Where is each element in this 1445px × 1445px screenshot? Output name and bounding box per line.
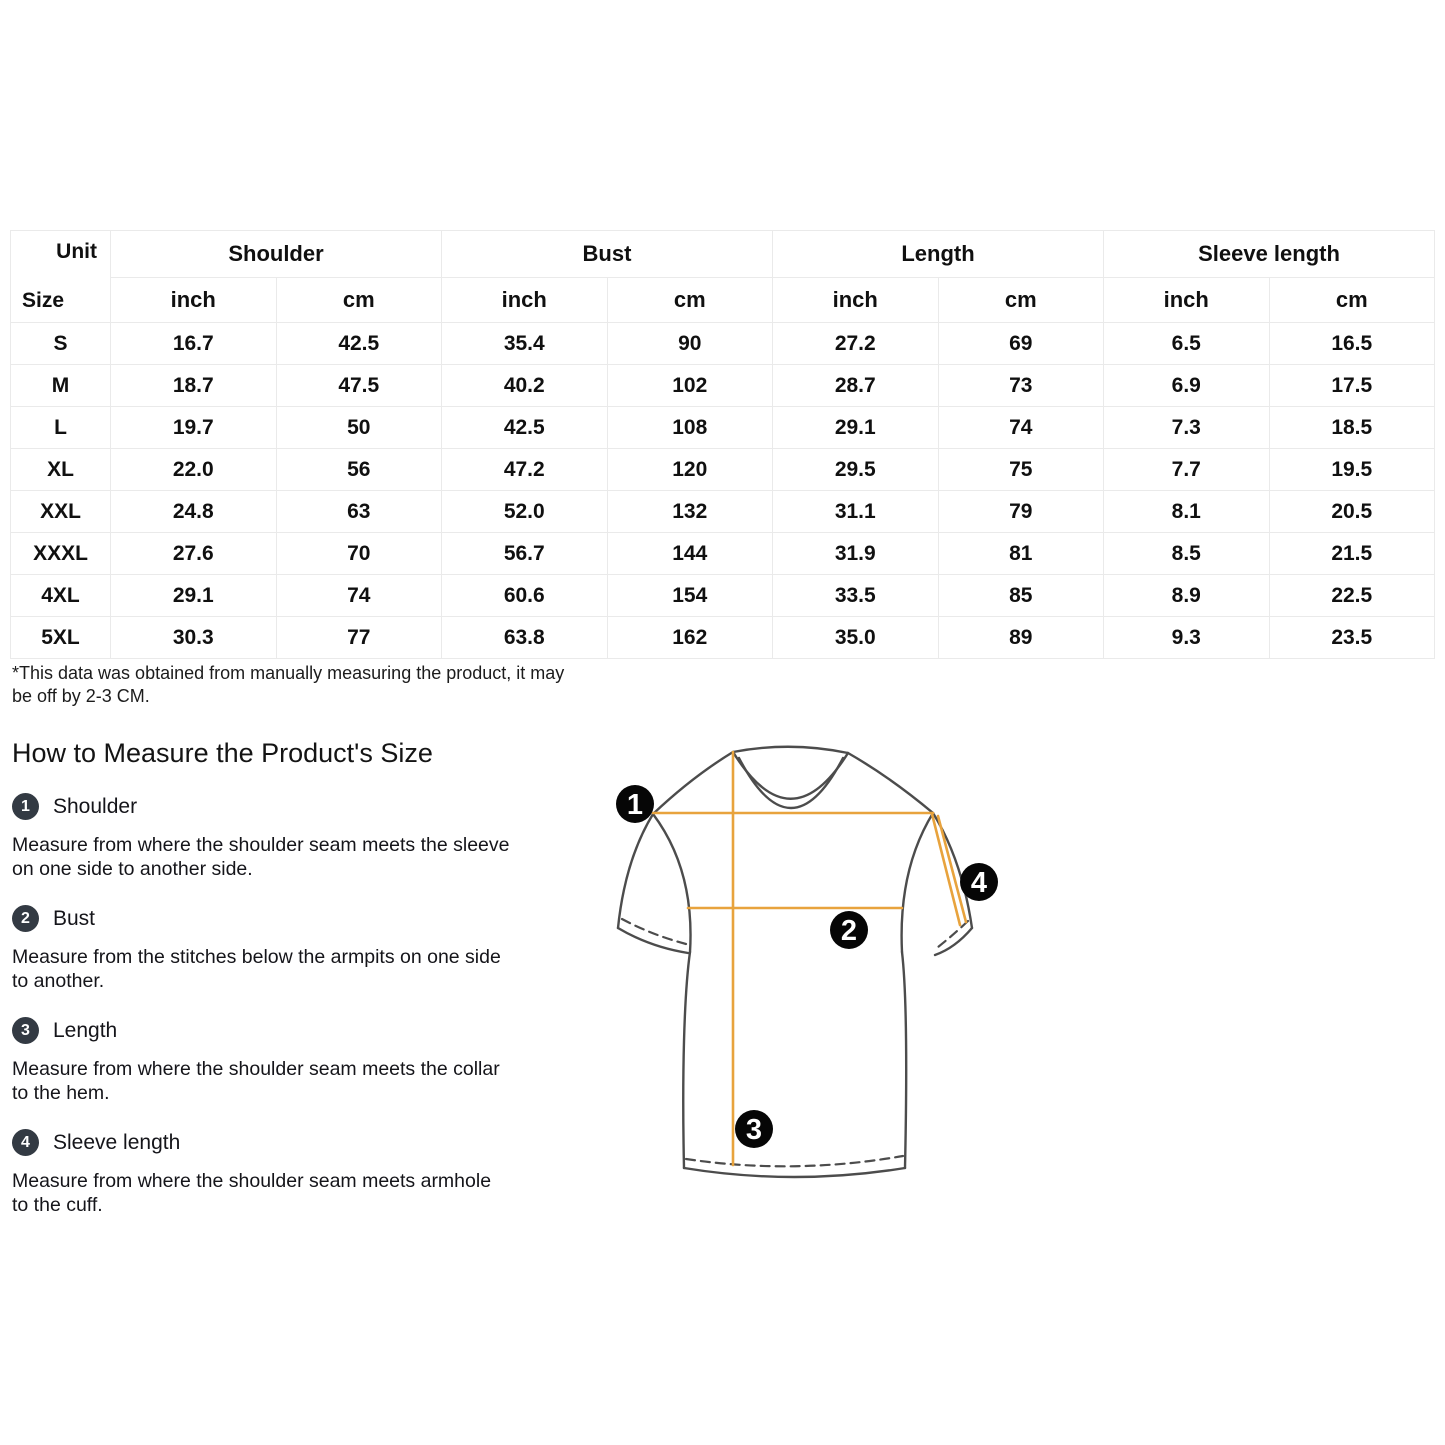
unit-header: cm xyxy=(1270,278,1436,323)
table-cell: 19.7 xyxy=(111,407,277,449)
measure-guide xyxy=(12,662,572,1217)
column-group-sleeve-length: Sleeve length xyxy=(1104,231,1435,278)
table-cell: 56 xyxy=(277,449,443,491)
step-4-badge-icon: 4 xyxy=(12,1129,39,1156)
table-cell: 21.5 xyxy=(1270,533,1436,575)
table-cell: 90 xyxy=(608,323,774,365)
table-cell: 79 xyxy=(939,491,1105,533)
size-label: S xyxy=(11,323,111,365)
size-label: M xyxy=(11,365,111,407)
step-3-badge-icon: 3 xyxy=(12,1017,39,1044)
table-cell: 35.0 xyxy=(773,617,939,659)
column-group-shoulder: Shoulder xyxy=(111,231,442,278)
table-cell: 17.5 xyxy=(1270,365,1436,407)
table-cell: 63 xyxy=(277,491,443,533)
table-cell: 29.1 xyxy=(773,407,939,449)
size-chart-table xyxy=(10,230,1435,659)
table-cell: 47.5 xyxy=(277,365,443,407)
size-label: XL xyxy=(11,449,111,491)
table-cell: 132 xyxy=(608,491,774,533)
table-cell: 60.6 xyxy=(442,575,608,617)
guide-item-description: Measure from where the shoulder seam meets the collar to the hem. xyxy=(12,1058,500,1104)
table-cell: 19.5 xyxy=(1270,449,1436,491)
table-cell: 102 xyxy=(608,365,774,407)
table-cell: 73 xyxy=(939,365,1105,407)
table-cell: 74 xyxy=(939,407,1105,449)
marker-2-number: 2 xyxy=(840,915,858,947)
unit-header: inch xyxy=(111,278,277,323)
table-cell: 8.9 xyxy=(1104,575,1270,617)
tshirt-diagram-icon xyxy=(580,735,1020,1195)
unit-header: cm xyxy=(939,278,1105,323)
unit-header: inch xyxy=(773,278,939,323)
table-cell: 77 xyxy=(277,617,443,659)
size-label: XXL xyxy=(11,491,111,533)
guide-item-sleeve-length xyxy=(12,1129,572,1156)
table-cell: 6.9 xyxy=(1104,365,1270,407)
table-cell: 108 xyxy=(608,407,774,449)
table-cell: 75 xyxy=(939,449,1105,491)
table-cell: 89 xyxy=(939,617,1105,659)
table-cell: 74 xyxy=(277,575,443,617)
table-cell: 33.5 xyxy=(773,575,939,617)
howto-heading: How to Measure the Product's Size xyxy=(12,738,433,768)
guide-item-label: Sleeve length xyxy=(53,1130,181,1154)
guide-item-shoulder xyxy=(12,793,572,820)
table-cell: 56.7 xyxy=(442,533,608,575)
table-cell: 18.5 xyxy=(1270,407,1436,449)
guide-item-bust xyxy=(12,905,572,932)
marker-1-number: 1 xyxy=(626,789,644,821)
table-cell: 42.5 xyxy=(442,407,608,449)
table-cell: 35.4 xyxy=(442,323,608,365)
table-cell: 18.7 xyxy=(111,365,277,407)
unit-header: cm xyxy=(608,278,774,323)
table-cell: 52.0 xyxy=(442,491,608,533)
column-group-length: Length xyxy=(773,231,1104,278)
table-cell: 29.1 xyxy=(111,575,277,617)
table-cell: 28.7 xyxy=(773,365,939,407)
guide-item-description: Measure from where the shoulder seam meets armhole to the cuff. xyxy=(12,1170,492,1216)
unit-header: inch xyxy=(1104,278,1270,323)
table-cell: 162 xyxy=(608,617,774,659)
guide-item-description: Measure from where the shoulder seam meets the sleeve on one side to another side. xyxy=(12,834,510,880)
table-cell: 16.7 xyxy=(111,323,277,365)
guide-item-label: Length xyxy=(53,1018,118,1042)
unit-header: cm xyxy=(277,278,443,323)
size-label: 5XL xyxy=(11,617,111,659)
table-cell: 154 xyxy=(608,575,774,617)
table-cell: 50 xyxy=(277,407,443,449)
size-label: L xyxy=(11,407,111,449)
corner-unit-label: Unit xyxy=(56,240,97,263)
table-cell: 70 xyxy=(277,533,443,575)
table-cell: 20.5 xyxy=(1270,491,1436,533)
table-cell: 24.8 xyxy=(111,491,277,533)
size-label: 4XL xyxy=(11,575,111,617)
guide-item-length xyxy=(12,1017,572,1044)
corner-size-label: Size xyxy=(22,289,65,312)
guide-item-description: Measure from the stitches below the armpits on one side to another. xyxy=(12,946,501,992)
step-2-badge-icon: 2 xyxy=(12,905,39,932)
table-cell: 8.1 xyxy=(1104,491,1270,533)
table-cell: 144 xyxy=(608,533,774,575)
table-cell: 40.2 xyxy=(442,365,608,407)
table-cell: 9.3 xyxy=(1104,617,1270,659)
column-group-bust: Bust xyxy=(442,231,773,278)
table-cell: 29.5 xyxy=(773,449,939,491)
table-cell: 81 xyxy=(939,533,1105,575)
table-cell: 69 xyxy=(939,323,1105,365)
guide-item-label: Bust xyxy=(53,906,96,930)
table-cell: 7.7 xyxy=(1104,449,1270,491)
table-cell: 30.3 xyxy=(111,617,277,659)
table-cell: 120 xyxy=(608,449,774,491)
step-1-badge-icon: 1 xyxy=(12,793,39,820)
unit-header: inch xyxy=(442,278,608,323)
table-cell: 6.5 xyxy=(1104,323,1270,365)
size-label: XXXL xyxy=(11,533,111,575)
table-cell: 7.3 xyxy=(1104,407,1270,449)
table-cell: 63.8 xyxy=(442,617,608,659)
table-cell: 16.5 xyxy=(1270,323,1436,365)
table-cell: 27.6 xyxy=(111,533,277,575)
marker-4-number: 4 xyxy=(970,867,988,899)
table-cell: 31.1 xyxy=(773,491,939,533)
corner-cell xyxy=(11,231,111,323)
table-footnote: *This data was obtained from manually measuring the product, it may be off by 2-3 CM. xyxy=(12,663,565,706)
marker-3-number: 3 xyxy=(745,1114,763,1146)
table-cell: 27.2 xyxy=(773,323,939,365)
table-cell: 47.2 xyxy=(442,449,608,491)
table-cell: 22.0 xyxy=(111,449,277,491)
table-cell: 85 xyxy=(939,575,1105,617)
table-cell: 31.9 xyxy=(773,533,939,575)
table-cell: 8.5 xyxy=(1104,533,1270,575)
table-cell: 23.5 xyxy=(1270,617,1436,659)
guide-item-label: Shoulder xyxy=(53,794,138,818)
table-cell: 42.5 xyxy=(277,323,443,365)
table-cell: 22.5 xyxy=(1270,575,1436,617)
